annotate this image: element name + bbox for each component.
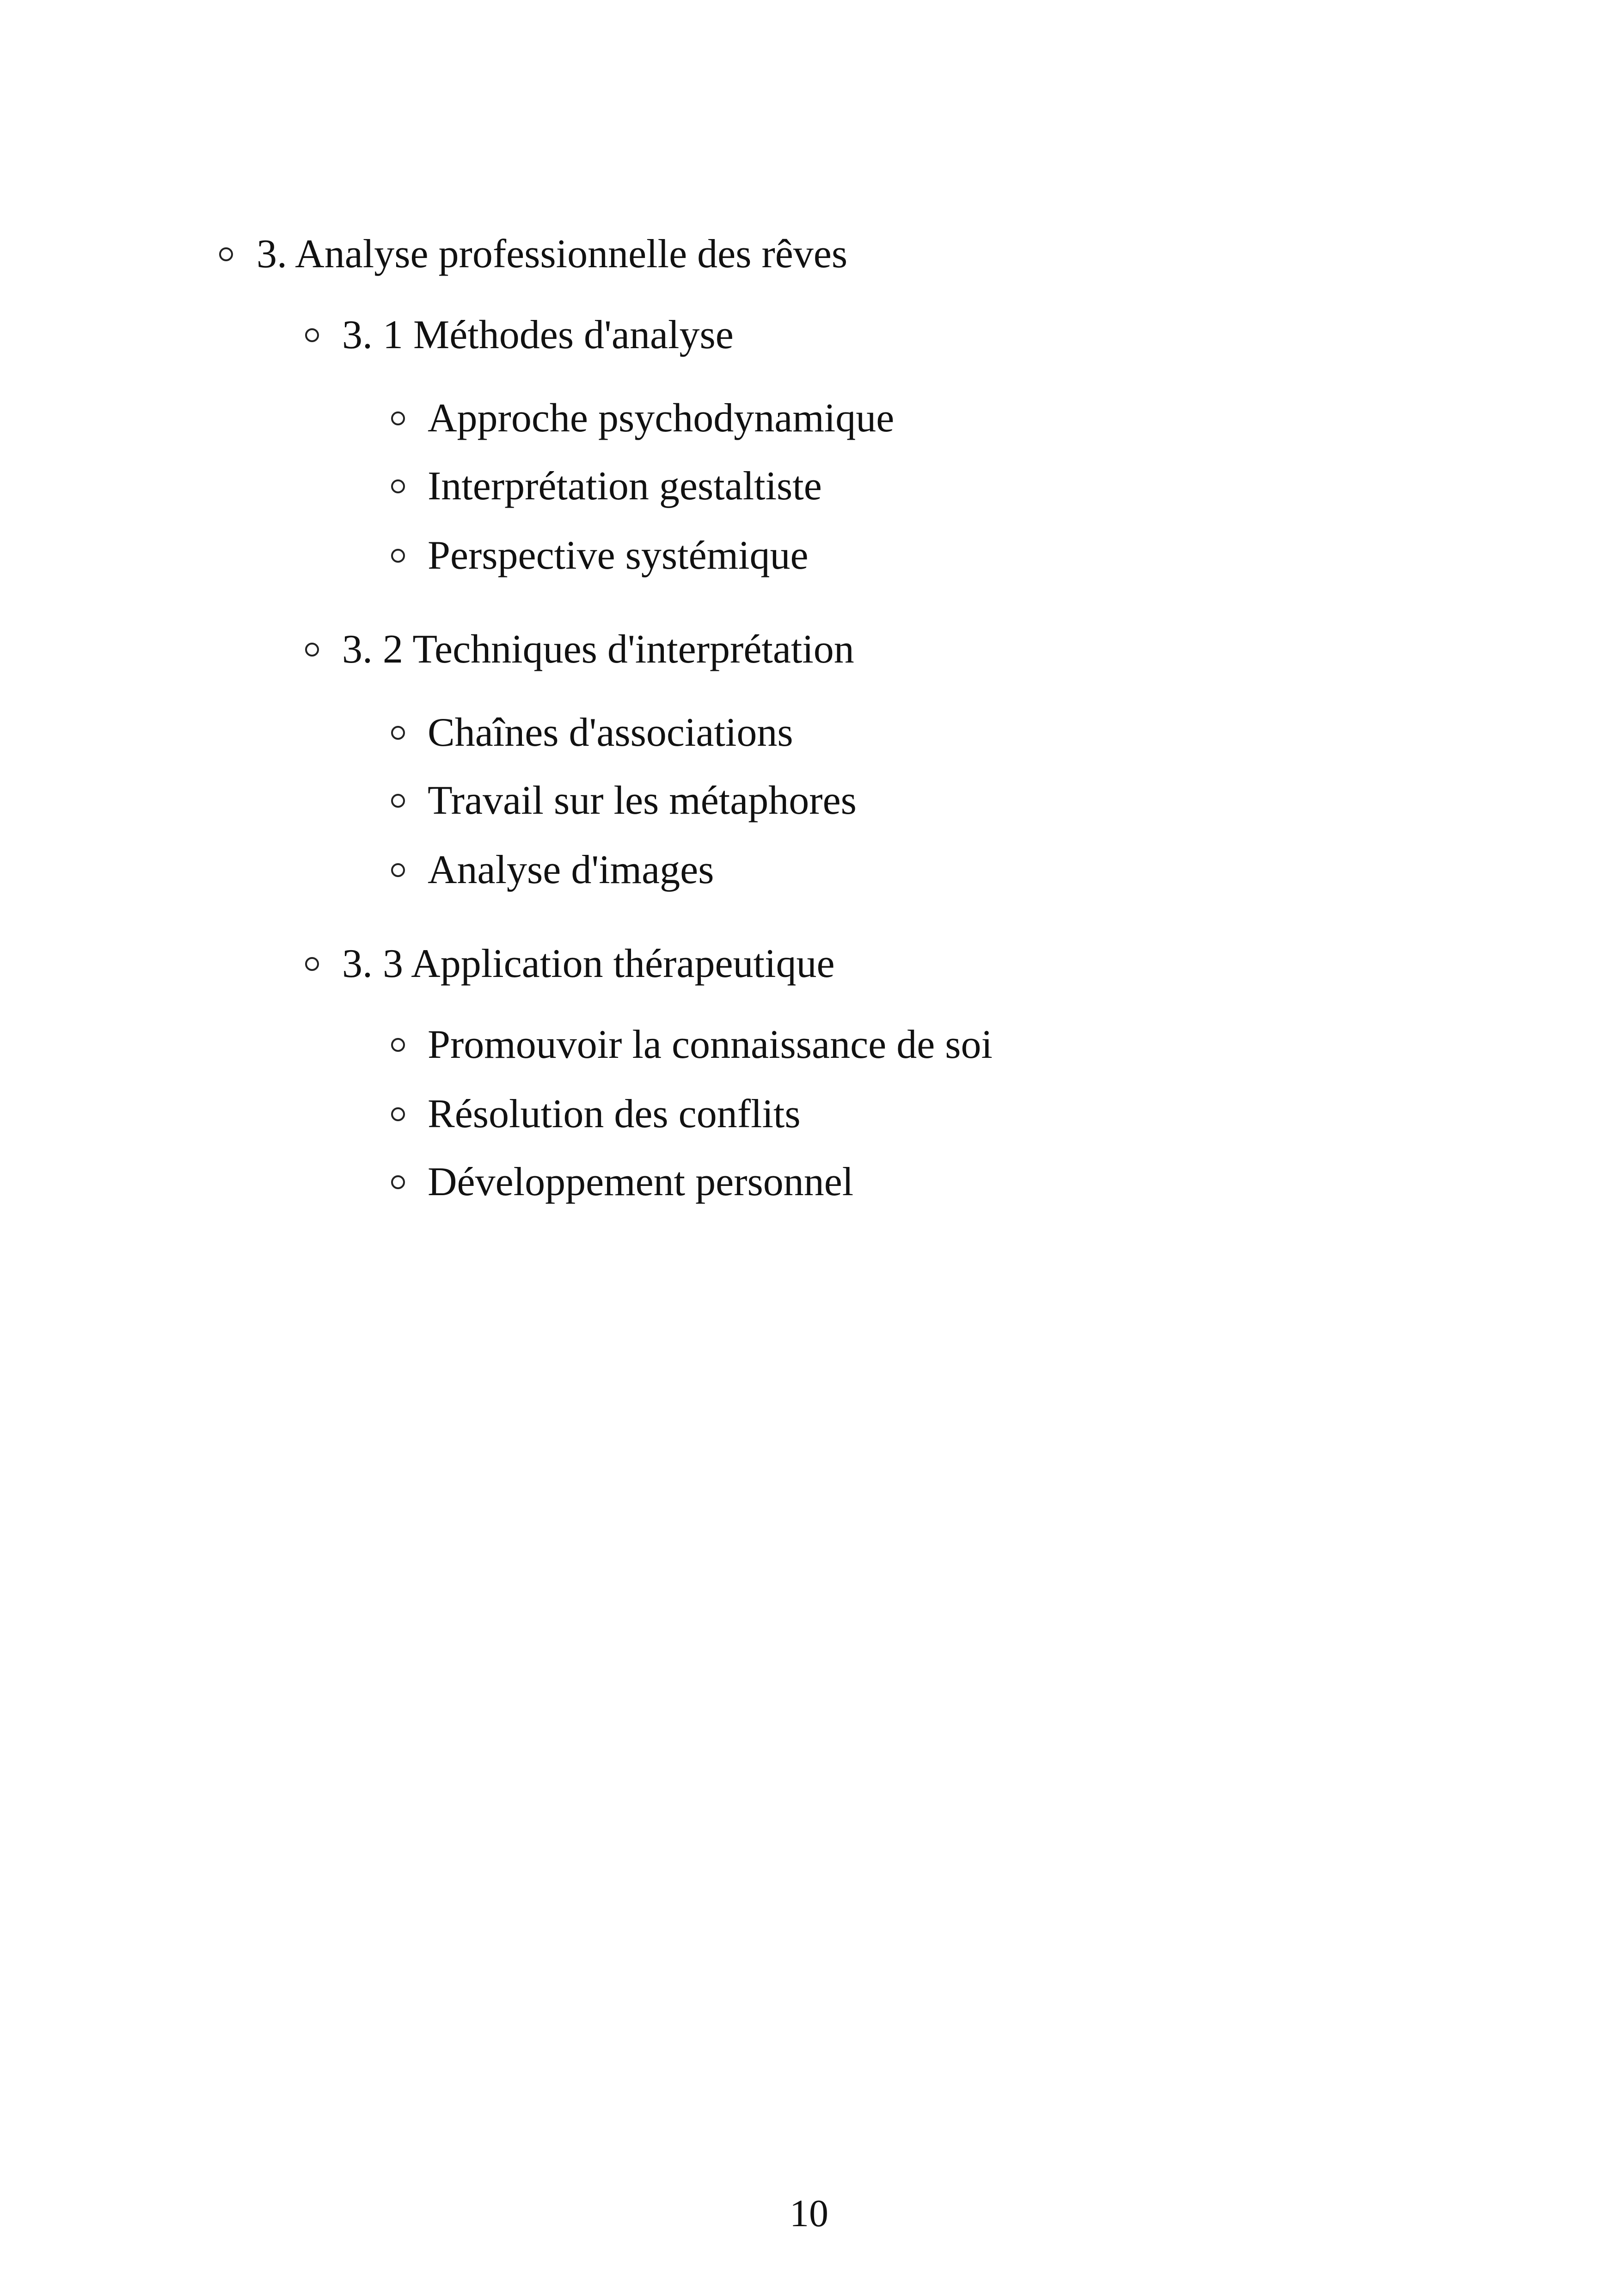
bullet-icon bbox=[391, 479, 405, 493]
bullet-icon bbox=[391, 549, 405, 563]
bullet-icon bbox=[305, 328, 319, 342]
bullet-icon bbox=[391, 1175, 405, 1189]
page-number: 10 bbox=[790, 2192, 828, 2235]
list-item: Résolution des conflits bbox=[428, 1092, 801, 1136]
bullet-icon bbox=[391, 726, 405, 740]
list-item: Perspective systémique bbox=[428, 533, 809, 578]
list-item: Travail sur les métaphores bbox=[428, 778, 857, 823]
list-item: Interprétation gestaltiste bbox=[428, 464, 822, 509]
bullet-icon bbox=[391, 863, 405, 877]
bullet-icon bbox=[305, 957, 319, 971]
bullet-icon bbox=[219, 247, 233, 261]
list-item: Analyse d'images bbox=[428, 847, 714, 892]
bullet-icon bbox=[391, 794, 405, 808]
bullet-icon bbox=[391, 411, 405, 425]
list-item: Promouvoir la connaissance de soi bbox=[428, 1022, 993, 1067]
bullet-icon bbox=[391, 1107, 405, 1121]
list-item: Développement personnel bbox=[428, 1160, 854, 1204]
bullet-icon bbox=[391, 1038, 405, 1052]
list-item: Approche psychodynamique bbox=[428, 396, 895, 441]
subsection-heading: 3. 1 Méthodes d'analyse bbox=[342, 313, 734, 357]
section-heading: 3. Analyse professionnelle des rêves bbox=[257, 232, 848, 276]
list-item: Chaînes d'associations bbox=[428, 710, 793, 755]
subsection-heading: 3. 2 Techniques d'interprétation bbox=[342, 627, 854, 672]
subsection-heading: 3. 3 Application thérapeutique bbox=[342, 941, 835, 986]
bullet-icon bbox=[305, 643, 319, 657]
